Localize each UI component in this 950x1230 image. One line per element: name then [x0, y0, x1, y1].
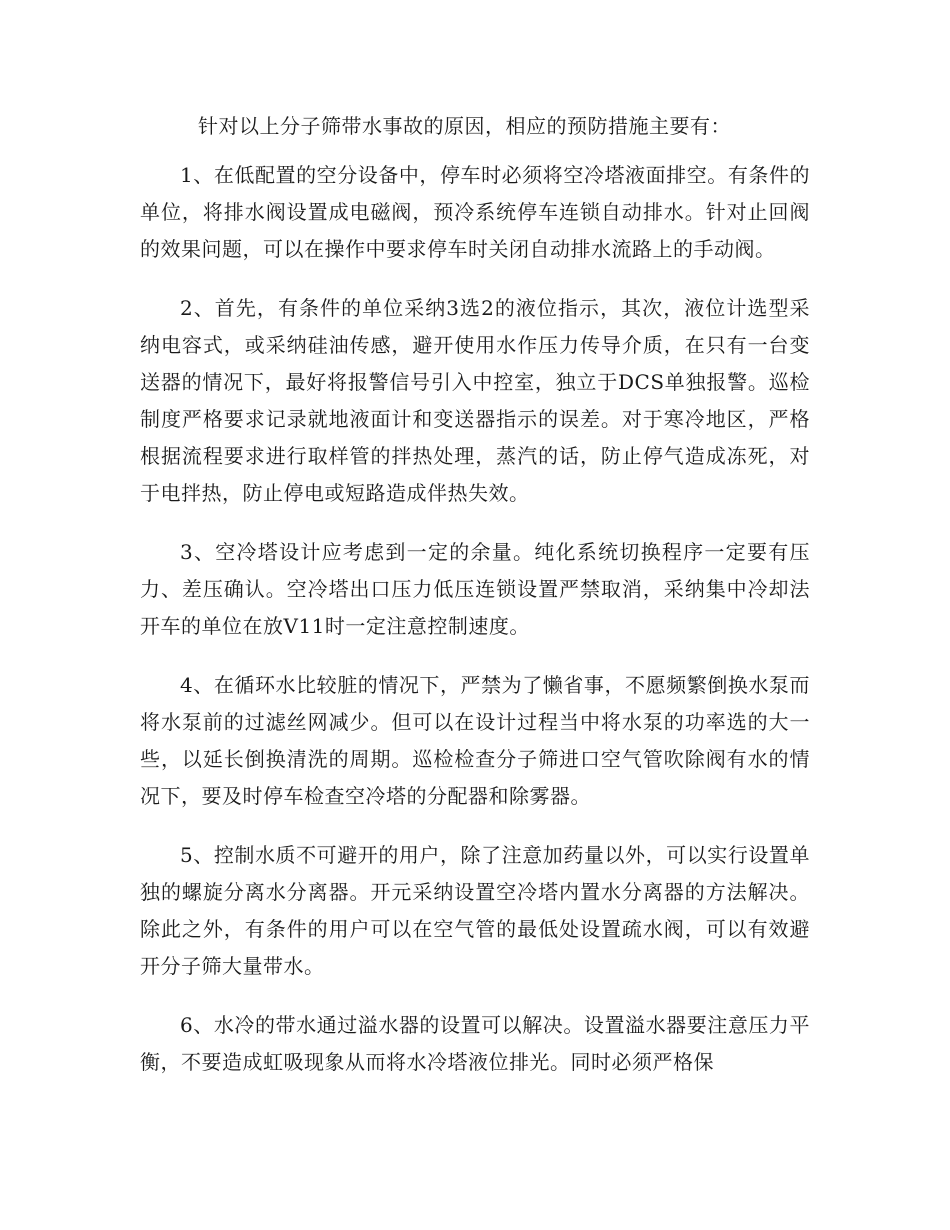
document-body [140, 108, 810, 1103]
paragraph-3: 3、空冷塔设计应考虑到一定的余量。纯化系统切换程序一定要有压力、差压确认。空冷塔出口压力低压连锁设置严禁取消，采纳集中冷却法开车的单位在放V11时一定注意控制速度。 [140, 540, 810, 638]
paragraph-4: 4、在循环水比较脏的情况下，严禁为了懒省事，不愿频繁倒换水泵而将水泵前的过滤丝网减少。但可以在设计过程当中将水泵的功率选的大一些，以延长倒换清洗的周期。巡检检查分子筛进口空气管吹除阀有水的情况下，要及时停车检查空冷塔的分配器和除雾器。 [140, 673, 810, 808]
paragraph-2: 2、首先，有条件的单位采纳3选2的液位指示，其次，液位计选型采纳电容式，或采纳硅油传感，避开使用水作压力传导介质，在只有一台变送器的情况下，最好将报警信号引入中控室，独立于DCS单独报警。巡检制度严格要求记录就地液面计和变送器指示的误差。对于寒冷地区，严格根据流程要求进行取样管的拌热处理，蒸汽的话，防止停气造成冻死，对于电拌热，防止停电或短路造成伴热失效。 [140, 296, 810, 505]
paragraph-6: 6、水冷的带水通过溢水器的设置可以解决。设置溢水器要注意压力平衡，不要造成虹吸现象从而将水冷塔液位排光。同时必须严格保 [140, 1013, 810, 1074]
paragraph-1: 1、在低配置的空分设备中，停车时必须将空冷塔液面排空。有条件的单位，将排水阀设置成电磁阀，预冷系统停车连锁自动排水。针对止回阀的效果问题，可以在操作中要求停车时关闭自动排水流路上的手动阀。 [140, 163, 810, 261]
paragraph-5: 5、控制水质不可避开的用户，除了注意加药量以外，可以实行设置单独的螺旋分离水分离器。开元采纳设置空冷塔内置水分离器的方法解决。除此之外，有条件的用户可以在空气管的最低处设置疏水阀，可以有效避开分子筛大量带水。 [140, 843, 810, 978]
intro-line: 针对以上分子筛带水事故的原因，相应的预防措施主要有： [198, 114, 731, 138]
